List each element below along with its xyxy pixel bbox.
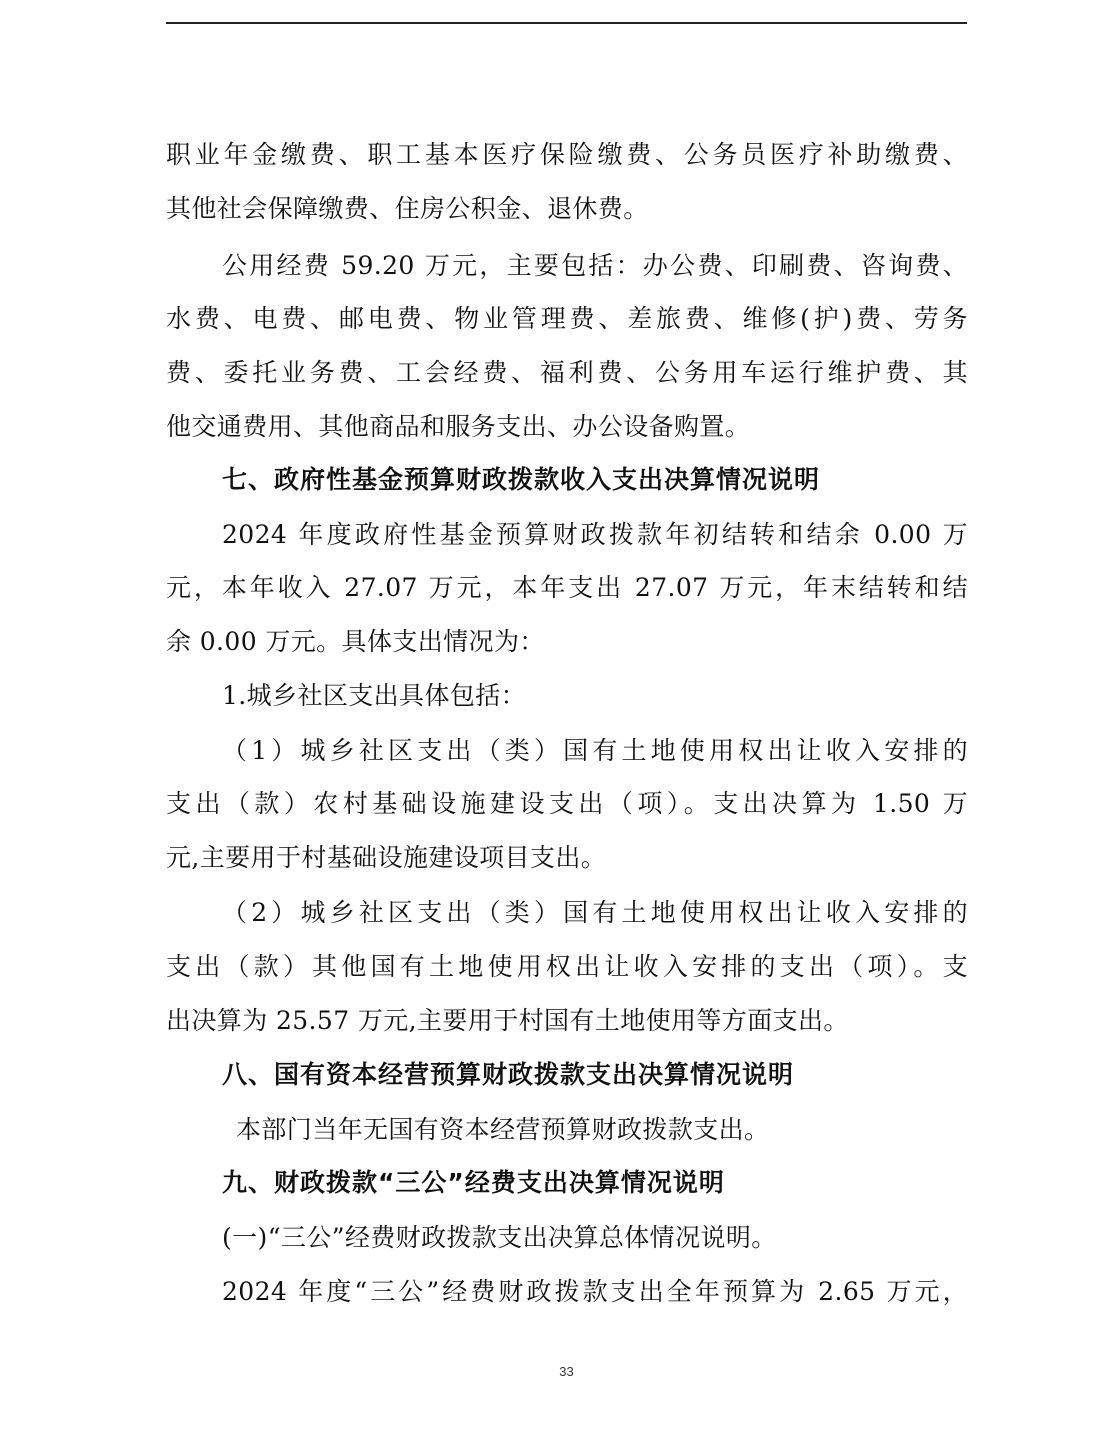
body-line: 元，本年收入 27.07 万元，本年支出 27.07 万元，年末结转和结 [166,573,968,602]
body-line: （1）城乡社区支出（类）国有土地使用权出让收入安排的 [222,736,968,765]
body-line: 费、委托业务费、工会经费、福利费、公务用车运行维护费、其 [166,358,968,387]
section-heading-7: 七、政府性基金预算财政拨款收入支出决算情况说明 [222,465,821,494]
body-line: 出决算为 25.57 万元,主要用于村国有土地使用等方面支出。 [166,1006,849,1035]
section-heading-9: 九、财政拨款“三公”经费支出决算情况说明 [222,1168,725,1197]
section-heading-8: 八、国有资本经营预算财政拨款支出决算情况说明 [222,1060,795,1089]
header-rule [166,22,967,24]
body-line: 支出（款）农村基础设施建设支出（项）。支出决算为 1.50 万 [166,789,968,818]
body-line: 元,主要用于村基础设施建设项目支出。 [166,843,607,872]
page-number: 33 [559,1364,574,1379]
body-line: 余 0.00 万元。具体支出情况为： [166,627,545,656]
body-line: 2024 年度“三公”经费财政拨款支出全年预算为 2.65 万元， [222,1277,968,1306]
body-line: （2）城乡社区支出（类）国有土地使用权出让收入安排的 [222,898,968,927]
body-line: 本部门当年无国有资本经营预算财政拨款支出。 [236,1115,770,1144]
body-line: 其他社会保障缴费、住房公积金、退休费。 [166,194,649,223]
body-line: 公用经费 59.20 万元，主要包括：办公费、印刷费、咨询费、 [222,251,968,280]
body-line: 2024 年度政府性基金预算财政拨款年初结转和结余 0.00 万 [222,520,968,549]
body-line: 他交通费用、其他商品和服务支出、办公设备购置。 [166,412,751,441]
body-line: 职业年金缴费、职工基本医疗保险缴费、公务员医疗补助缴费、 [166,140,968,169]
body-line: 水费、电费、邮电费、物业管理费、差旅费、维修(护)费、劳务 [166,304,968,333]
body-line: 1.城乡社区支出具体包括： [222,681,527,710]
subsection-heading: (一)“三公”经费财政拨款支出决算总体情况说明。 [222,1223,777,1252]
body-line: 支出（款）其他国有土地使用权出让收入安排的支出（项）。支 [166,952,968,981]
